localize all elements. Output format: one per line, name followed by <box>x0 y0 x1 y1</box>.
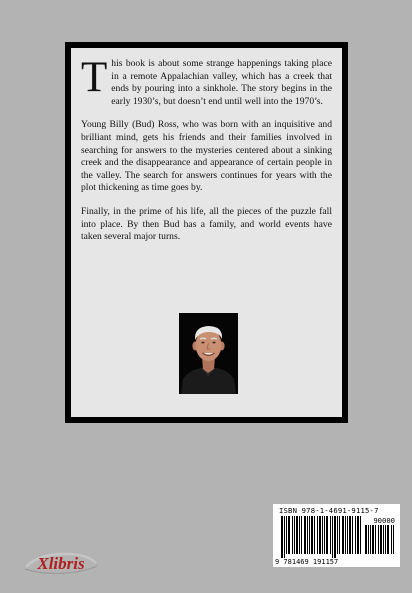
barcode-bar <box>365 525 367 554</box>
barcode-bar <box>334 516 336 558</box>
blurb-paragraph-1 <box>81 54 332 108</box>
barcode-bar <box>311 516 313 554</box>
barcode-bar <box>284 516 285 558</box>
drop-cap: T <box>81 54 108 101</box>
barcode-bar <box>292 516 293 554</box>
logo-text: Xlibris <box>37 554 85 573</box>
blurb-panel <box>71 48 342 417</box>
author-portrait-image <box>179 313 238 394</box>
barcode-bar <box>332 516 333 558</box>
blurb-paragraph-3: Finally, in the prime of his life, all the pieces of the puzzle fall into place. By then Bud has a family, and world events have taken several major turns. <box>81 205 332 243</box>
blurb-paragraph-1-text: his book is about some strange happenings taking place in a remote Appalachian valley, which has a creek that ends by pouring into a sinkhole. The story begins in the early 1930’s, but doesn’t end until well into the 1970’s. <box>111 58 332 107</box>
barcode-bar <box>326 516 328 554</box>
barcode-bar <box>380 525 382 554</box>
barcode-bar <box>319 516 321 554</box>
barcode-bar <box>317 516 318 554</box>
barcode-bar <box>330 516 331 554</box>
publisher-logo <box>23 547 99 577</box>
blurb-paragraph-2: Young Billy (Bud) Ross, who was born with an inquisitive and brilliant mind, gets his friends and their families involved in searching for answers to the mysteries centered about a sinking creek and the disappearance and appearance of certain people in the valley. The search for answers continues for years with the plot thickening as time goes by. <box>81 119 332 194</box>
barcode-bar <box>299 516 300 554</box>
barcode-bar <box>370 525 371 554</box>
barcode-bar <box>372 525 374 554</box>
barcode-bar <box>342 516 344 554</box>
barcode-bar <box>309 516 310 554</box>
barcode-bar <box>324 516 325 554</box>
price-code: 90000 <box>373 516 395 525</box>
ean-barcode <box>281 516 363 558</box>
barcode-bar <box>378 525 379 554</box>
barcode-bar <box>304 516 306 554</box>
barcode-bar <box>339 516 340 554</box>
barcode-bar <box>349 516 351 554</box>
barcode-bar <box>391 525 392 554</box>
xlibris-logo-icon <box>23 547 99 577</box>
barcode-bar <box>322 516 323 554</box>
barcode-bar <box>296 516 298 554</box>
ean-digits: 9 781469 191157 <box>275 558 339 566</box>
barcode-bar <box>352 516 353 554</box>
barcode-bar <box>301 516 302 554</box>
barcode-bar <box>368 525 369 554</box>
barcode-bar <box>383 525 384 554</box>
price-barcode <box>365 525 395 558</box>
barcode-bar <box>375 525 376 554</box>
blurb-frame <box>65 42 348 423</box>
barcode-bar <box>355 516 356 554</box>
barcode-bar <box>294 516 295 554</box>
barcode-box <box>273 504 400 567</box>
barcode-bar <box>314 516 315 554</box>
barcode-bar <box>393 525 394 554</box>
barcode-bar <box>286 516 287 554</box>
barcode-bar <box>307 516 308 554</box>
isbn-number: ISBN 978-1-4691-9115-7 <box>279 506 379 515</box>
author-photo <box>179 313 238 394</box>
barcode-bar <box>281 516 283 558</box>
barcode-bar <box>385 525 386 554</box>
barcode-bar <box>387 525 389 554</box>
barcode-bar <box>360 516 361 554</box>
barcode-bar <box>337 516 338 554</box>
barcode-bar <box>345 516 346 554</box>
barcode-bar <box>357 516 359 554</box>
barcode-bar <box>288 516 290 554</box>
barcode-bar <box>347 516 348 554</box>
